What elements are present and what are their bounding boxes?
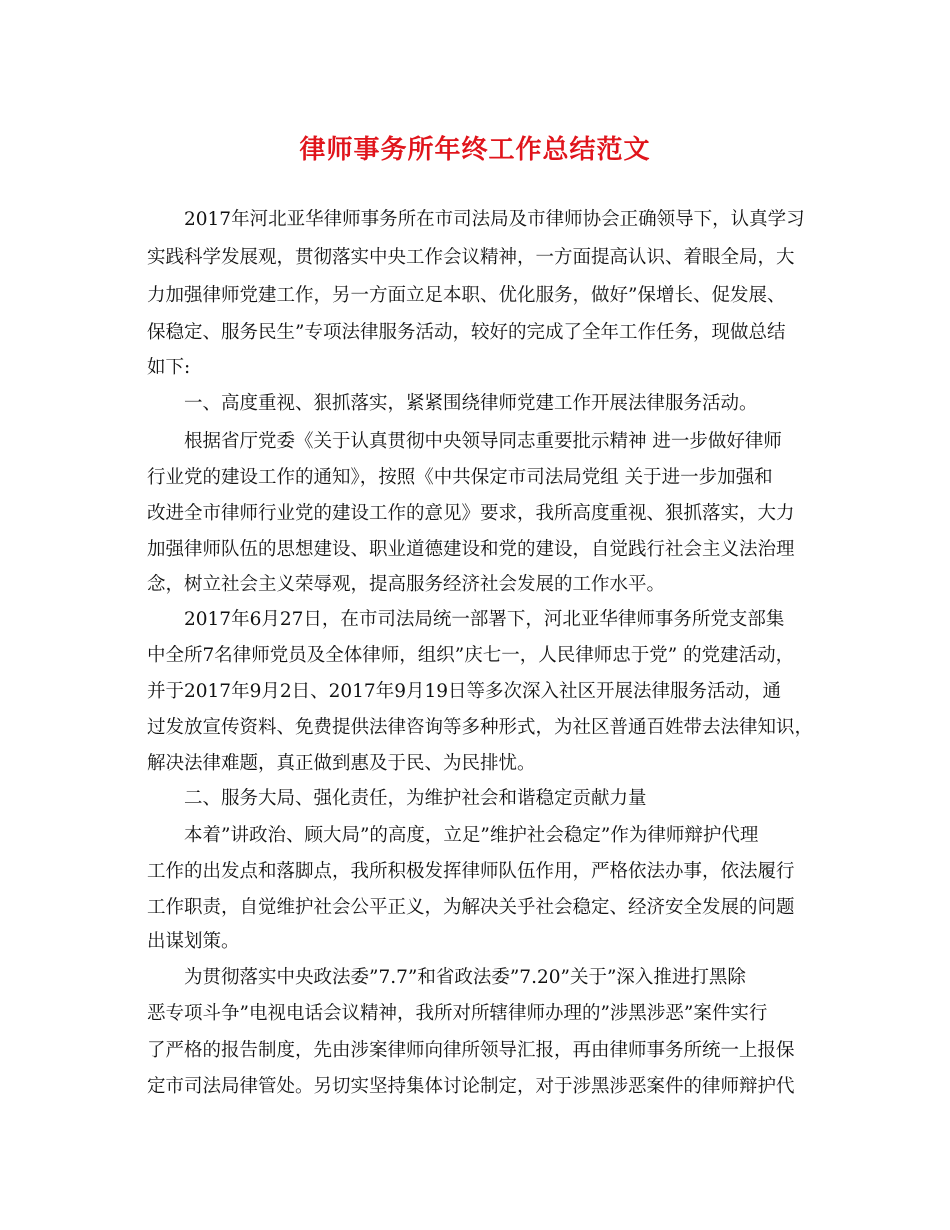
paragraph-line: 了严格的报告制度，先由涉案律师向律所领导汇报，再由律师事务所统一上报保 <box>147 1040 795 1061</box>
paragraph-line: 改进全市律师行业党的建设工作的意见》要求，我所高度重视、狠抓落实，大力 <box>147 503 795 524</box>
section-heading: 一、高度重视、狠抓落实，紧紧围绕律师党建工作开展法律服务活动。 <box>184 393 758 414</box>
section-heading: 二、服务大局、强化责任，为维护社会和谐稳定贡献力量 <box>184 788 647 809</box>
paragraph-line: 并于2017年9月2日、2017年9月19日等多次深入社区开展法律服务活动，通 <box>147 681 782 702</box>
paragraph-line: 恶专项斗争”电视电话会议精神，我所对所辖律师办理的”涉黑涉恶”案件实行 <box>147 1003 768 1024</box>
paragraph-line: 中全所7名律师党员及全体律师，组织”庆七一，人民律师忠于党” 的党建活动， <box>147 645 795 666</box>
paragraph-line: 2017年河北亚华律师事务所在市司法局及市律师协会正确领导下，认真学习 <box>184 209 805 230</box>
paragraph-line: 保稳定、服务民生”专项法律服务活动，较好的完成了全年工作任务，现做总结 <box>147 322 786 343</box>
paragraph-line: 过发放宣传资料、免费提供法律咨询等多种形式，为社区普通百姓带去法律知识， <box>147 717 814 738</box>
paragraph-line: 行业党的建设工作的通知》，按照《中共保定市司法局党组 关于进一步加强和 <box>147 467 773 488</box>
paragraph-line: 2017年6月27日，在市司法局统一部署下，河北亚华律师事务所党支部集 <box>184 609 785 630</box>
paragraph-line: 如下: <box>147 357 191 378</box>
paragraph-line: 工作的出发点和落脚点，我所积极发挥律师队伍作用，严格依法办事，依法履行 <box>147 861 795 882</box>
paragraph-line: 解决法律难题，真正做到惠及于民、为民排忧。 <box>147 753 536 774</box>
paragraph-line: 念，树立社会主义荣辱观，提高服务经济社会发展的工作水平。 <box>147 574 666 595</box>
paragraph-line: 根据省厅党委《关于认真贯彻中央领导同志重要批示精神 进一步做好律师 <box>184 431 782 452</box>
paragraph-line: 为贯彻落实中央政法委”7.7”和省政法委”7.20”关于”深入推进打黑除 <box>184 967 746 988</box>
paragraph-line: 本着”讲政治、顾大局”的高度，立足”维护社会稳定”作为律师辩护代理 <box>184 825 759 846</box>
paragraph-line: 出谋划策。 <box>147 931 240 952</box>
paragraph-line: 定市司法局律管处。另切实坚持集体讨论制定，对于涉黑涉恶案件的律师辩护代 <box>147 1076 795 1097</box>
paragraph-line: 力加强律师党建工作，另一方面立足本职、优化服务，做好”保增长、促发展、 <box>147 285 786 306</box>
paragraph-line: 工作职责，自觉维护社会公平正义，为解决关乎社会稳定、经济安全发展的问题 <box>147 897 795 918</box>
paragraph-line: 实践科学发展观，贯彻落实中央工作会议精神，一方面提高认识、着眼全局，大 <box>147 247 795 268</box>
paragraph-line: 加强律师队伍的思想建设、职业道德建设和党的建设，自觉践行社会主义法治理 <box>147 539 795 560</box>
document-title: 律师事务所年终工作总结范文 <box>299 135 651 165</box>
